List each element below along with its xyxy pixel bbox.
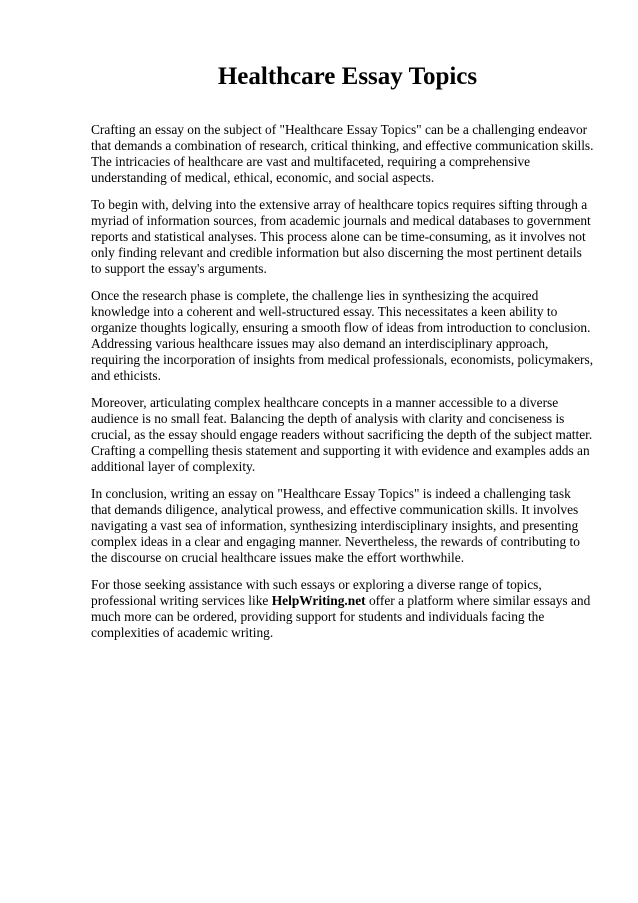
paragraph-synthesis: Once the research phase is complete, the challenge lies in synthesizing the acquired knowledge into a coherent and well-structured essay. This necessitates a keen ability to organize thoughts logically, ensuring a smooth flow of ideas from introduction to conclusion. Addressing various healthcare issues may also demand an interdisciplinary approach, requiring the incorporation of insights from medical professionals, economists, policymakers, and ethicists. [91,288,594,383]
assistance-text-before: For those seeking assistance with such essays or exploring a diverse range of topics, professional writing services like [91,577,542,608]
paragraph-assistance [91,577,594,641]
paragraph-research: To begin with, delving into the extensive array of healthcare topics requires sifting through a myriad of information sources, from academic journals and medical databases to government reports and statistical analyses. This process alone can be time-consuming, as it involves not only finding relevant and credible information but also discerning the most pertinent details to support the essay's arguments. [91,197,591,276]
brand-name: HelpWriting.net [271,593,366,608]
assistance-text-after: offer a platform where similar essays and much more can be ordered, providing support for students and individuals facing the complexities of academic writing. [91,593,591,640]
paragraph-conclusion: In conclusion, writing an essay on "Healthcare Essay Topics" is indeed a challenging task that demands diligence, analytical prowess, and effective communication skills. It involves navigating a vast sea of information, synthesizing interdisciplinary insights, and presenting complex ideas in a clear and engaging manner. Nevertheless, the rewards of contributing to the discourse on crucial healthcare issues make the effort worthwhile. [91,486,580,565]
paragraph-articulation: Moreover, articulating complex healthcare concepts in a manner accessible to a diverse audience is no small feat. Balancing the depth of analysis with clarity and conciseness is crucial, as the essay should engage readers without sacrificing the depth of the subject matter. Crafting a compelling thesis statement and supporting it with evidence and examples adds an additional layer of complexity. [91,395,593,474]
page-title: Healthcare Essay Topics [217,63,478,90]
paragraph-intro: Crafting an essay on the subject of "Healthcare Essay Topics" can be a challenging endeavor that demands a combination of research, critical thinking, and effective communication skills. The intricacies of healthcare are vast and multifaceted, requiring a comprehensive understanding of medical, ethical, economic, and social aspects. [91,122,594,185]
